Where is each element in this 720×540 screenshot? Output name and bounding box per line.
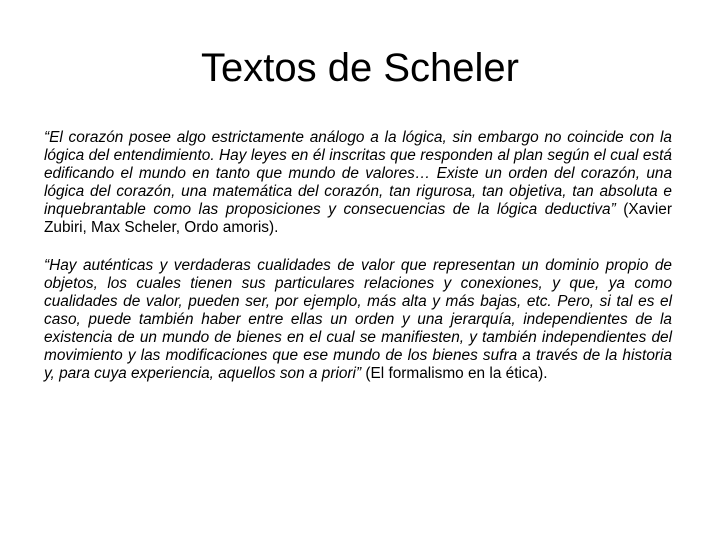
quote-text: “Hay auténticas y verdaderas cualidades de valor que representan un dominio propio de objetos, los cuales tienen sus particulares relaciones y conexiones, y que, ya como cualidades de valor, pueden ser, por ejemplo, más alta y más bajas, etc. Pero, si tal es el caso, puede también haber entre ellas un orden y una jerarquía, independientes de la existencia de un mundo de bienes en el cual se manifiesten, y también independientes del movimiento y las modificaciones que ese mundo de los bienes sufra a través de la historia y, para cuya experiencia, aquellos son a priori” [44, 257, 672, 382]
slide-body [44, 129, 672, 403]
quote-source: (El formalismo en la ética). [361, 365, 548, 382]
quote-paragraph-zubiri [44, 129, 672, 237]
quote-text: “El corazón posee algo estrictamente análogo a la lógica, sin embargo no coincide con la lógica del entendimiento. Hay leyes en él inscritas que responden al plan según el cual está edificando el mundo en tanto que mundo de valores… Existe un orden del corazón, una lógica del corazón, una matemática del corazón, tan rigurosa, tan objetiva, tan absoluta e inquebrantable como las proposiciones y consecuencias de la lógica deductiva” [44, 129, 672, 218]
quote-paragraph-formalismo [44, 257, 672, 383]
slide-title: Textos de Scheler [201, 46, 519, 90]
quote-source: (Xavier Zubiri, Max Scheler, Ordo amoris). [44, 201, 672, 236]
